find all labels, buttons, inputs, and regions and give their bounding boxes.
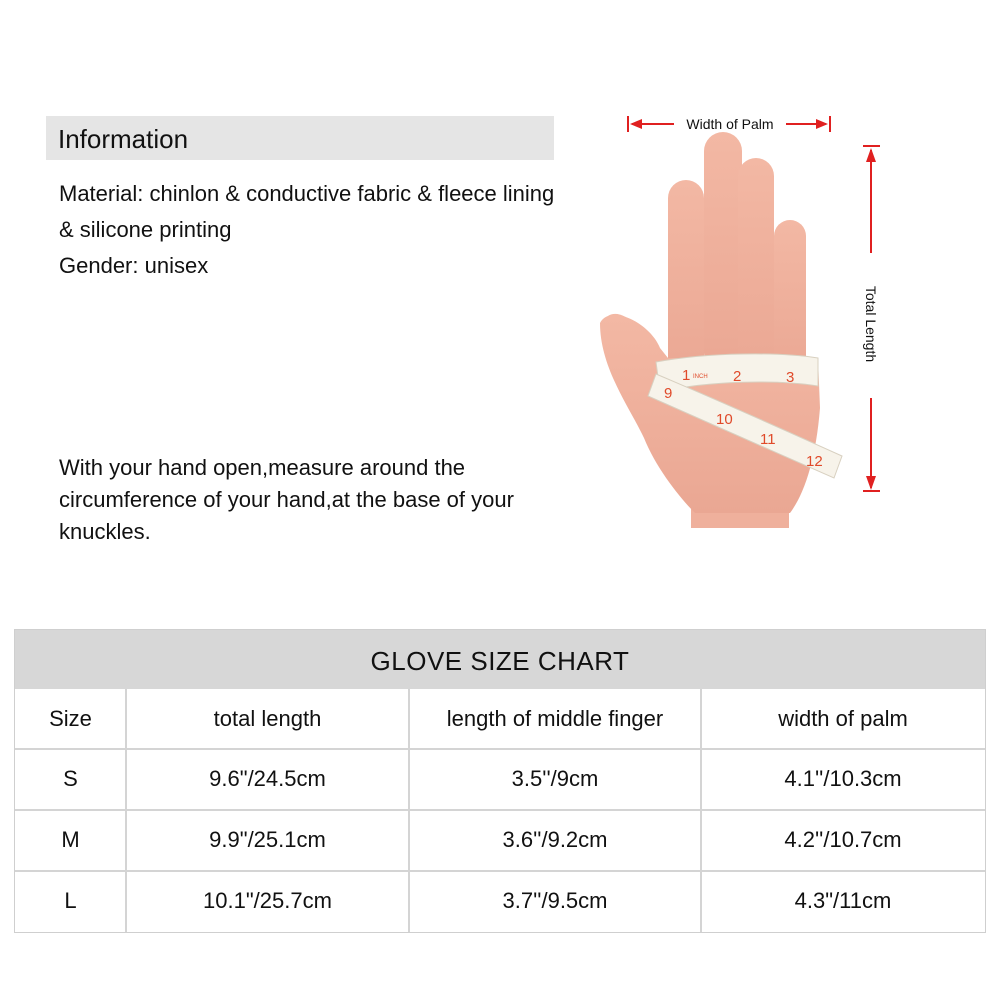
hand-illustration: [600, 132, 820, 528]
size-cell: L: [64, 888, 77, 913]
size-chart-header-row: [15, 689, 985, 749]
length-dimension: [863, 146, 880, 491]
tape-mark-2: 2: [733, 368, 742, 385]
header-middle-finger: length of middle finger: [446, 706, 664, 731]
middle-finger-cell: 3.7''/9.5cm: [502, 888, 608, 913]
tape-mark-10: 10: [716, 411, 733, 428]
tape-mark-11: 11: [760, 431, 776, 448]
row-divider: [15, 748, 985, 750]
middle-finger-cell: 3.5''/9cm: [511, 766, 599, 791]
column-divider: [125, 689, 127, 932]
width-of-palm-cell: 4.1''/10.3cm: [784, 766, 902, 791]
glove-size-chart: [14, 629, 986, 933]
hand-measurement-figure: [590, 108, 890, 528]
table-row: [15, 810, 985, 870]
gender-line: Gender: unisex: [59, 253, 209, 278]
column-divider: [700, 689, 702, 932]
size-cell: M: [61, 827, 80, 852]
measure-instructions: With your hand open,measure around the circumference of your hand,at the base of your knuckles.: [59, 455, 514, 544]
width-dimension: [628, 116, 830, 132]
table-row: [15, 871, 985, 931]
tape-mark-3: 3: [786, 369, 795, 386]
material-line: Material: chinlon & conductive fabric & fleece lining & silicone printing: [59, 181, 555, 242]
row-divider: [15, 870, 985, 872]
width-of-palm-cell: 4.2''/10.7cm: [784, 827, 902, 852]
information-body: [59, 176, 569, 284]
header-size: Size: [49, 706, 92, 731]
header-total-length: total length: [213, 706, 322, 731]
middle-finger-cell: 3.6''/9.2cm: [502, 827, 608, 852]
row-divider: [15, 809, 985, 811]
total-length-cell: 10.1"/25.7cm: [203, 888, 332, 913]
width-of-palm-label: Width of Palm: [686, 116, 774, 132]
header-width-of-palm: width of palm: [778, 706, 908, 731]
size-chart-title: GLOVE SIZE CHART: [370, 646, 630, 676]
total-length-cell: 9.6"/24.5cm: [209, 766, 326, 791]
size-chart-grid: [15, 689, 985, 932]
tape-mark-12: 12: [806, 453, 823, 470]
size-cell: S: [63, 766, 78, 791]
size-chart-title-bar: [15, 630, 985, 689]
information-title: Information: [58, 124, 189, 154]
total-length-label: Total Length: [863, 285, 879, 363]
tape-unit-label: INCH: [693, 374, 708, 380]
table-row: [15, 749, 985, 809]
column-divider: [408, 689, 410, 932]
total-length-cell: 9.9"/25.1cm: [209, 827, 326, 852]
width-of-palm-cell: 4.3"/11cm: [794, 888, 892, 913]
tape-mark-1: 1: [682, 367, 691, 384]
tape-mark-9: 9: [664, 385, 673, 402]
information-header: [46, 116, 554, 160]
